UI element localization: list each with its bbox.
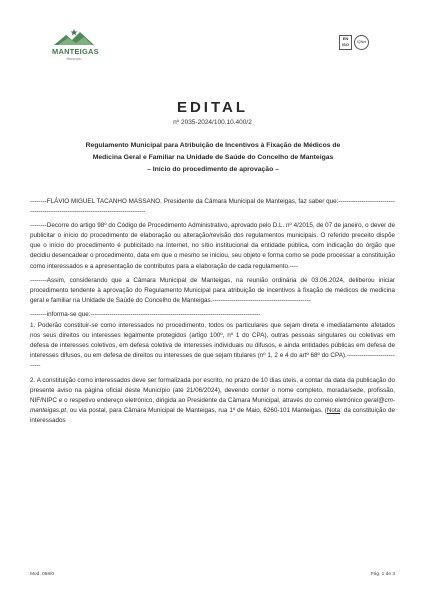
page-number: Pág. 1 de 3 <box>370 572 395 577</box>
logo-wordmark: MANTEIGAS <box>52 47 99 56</box>
paragraph-informa: --------informa-se que:--------------------------------------------------------------------------------- <box>30 310 261 318</box>
paragraph-deliberation: --------Assim, considerando que a Câmara Municipal de Manteigas, na reunião ordinária de 03.06.2024, deliberou iniciar procedimento tendente à aprovação do Regulamento Municipal para atribuição de incentivos à fixação de médicos de medicina geral e familiar na Unidade de Saúde do Concelho de Manteigas.----------------------------------------------- <box>30 276 395 304</box>
item-2-text-a: 2. A constituição como interessados deve ser formalizada por escrito, no prazo de 10 dias úteis, a contar da data da publicação do presente aviso na página oficial deste Município (até 21/06/2024), devendo conter o nome completo, morada/sede, profissão, NIF/NIPC e o respetivo endereço eletrónico, dirigida ao Presidente da Câmara Municipal, através do correio eletrónico <box>30 376 395 404</box>
paragraph-item-1: 1. Poderão constituir-se como interessados no procedimento, todos os particulares que sejam direta e imediatamente afetados nos seus direitos ou interesses legalmente protegidos (artigo 100º, nº 1 do CPA), outras pessoas singulares ou coletivas em defesa de interesses coletivos, em defesa coletiva de interesses individuais ou difusos, e ainda entidades públicas em defesa de interesses difusos, ou em defesa de direitos ou interesses de que sejam titulares (nº 1, 2 e 4 do artº 68º do CPA).---------------------------- <box>30 322 395 370</box>
document-reference: nº 2035-2024/100.10.400/2 <box>173 119 252 126</box>
item-2-text-c: : da constituição de interessados <box>30 406 395 424</box>
mountain-logo-icon <box>54 26 94 46</box>
municipality-logo <box>52 26 99 61</box>
document-title: EDITAL <box>176 99 249 116</box>
note-label: Nota <box>326 406 341 414</box>
item-2-text-b: , ou via postal, para Câmara Municipal de Manteigas, rua 1º de Maio, 6260-101 Manteigas. ( <box>66 406 327 414</box>
iso-certification-icon: EN ISO <box>339 35 352 50</box>
paragraph-legal-basis: --------Decorre do artigo 98º do Código de Procedimento Administrativo, aprovado pelo D.L. nº 4/2015, de 07 de janeiro, o dever de publicitar o início do procedimento de elaboração ou alteração/revisão dos regulamentos municipais. O referido preceito dispõe que o início do procedimento é publicitado na Internet, no sítio institucional da entidade pública, com indicação do órgão que decidiu desencadear o procedimento, data em que o mesmo se iniciou, seu objeto e forma como se pode processar a constituição como interessados e a apresentação de contributos para a elaboração de cada regulamento.---- <box>30 222 395 270</box>
paragraph-intro: --------FLÁVIO MIGUEL TACANHO MASSANO, Presidente da Câmara Municipal de Manteigas, faz saber que:---------------------------------------------------------------------------------- <box>30 198 395 216</box>
form-model-code: Mod. 058/0 <box>30 572 55 577</box>
iqnet-certification-icon: IQNet <box>354 35 369 50</box>
subject-line-3: – Início do procedimento de aprovação – <box>147 166 279 173</box>
logo-subtext: Município <box>66 57 82 61</box>
paragraph-item-2 <box>30 376 395 426</box>
document-body <box>30 197 395 430</box>
document-subject <box>62 140 364 176</box>
certification-marks <box>339 35 369 50</box>
subject-line-2: Medicina Geral e Familiar na Unidade de Saúde do Concelho de Manteigas <box>92 154 334 161</box>
email-address: geral@cm-manteigas.pt <box>30 396 395 414</box>
subject-line-1: Regulamento Municipal para Atribuição de Incentivos à Fixação de Médicos de <box>85 142 341 149</box>
